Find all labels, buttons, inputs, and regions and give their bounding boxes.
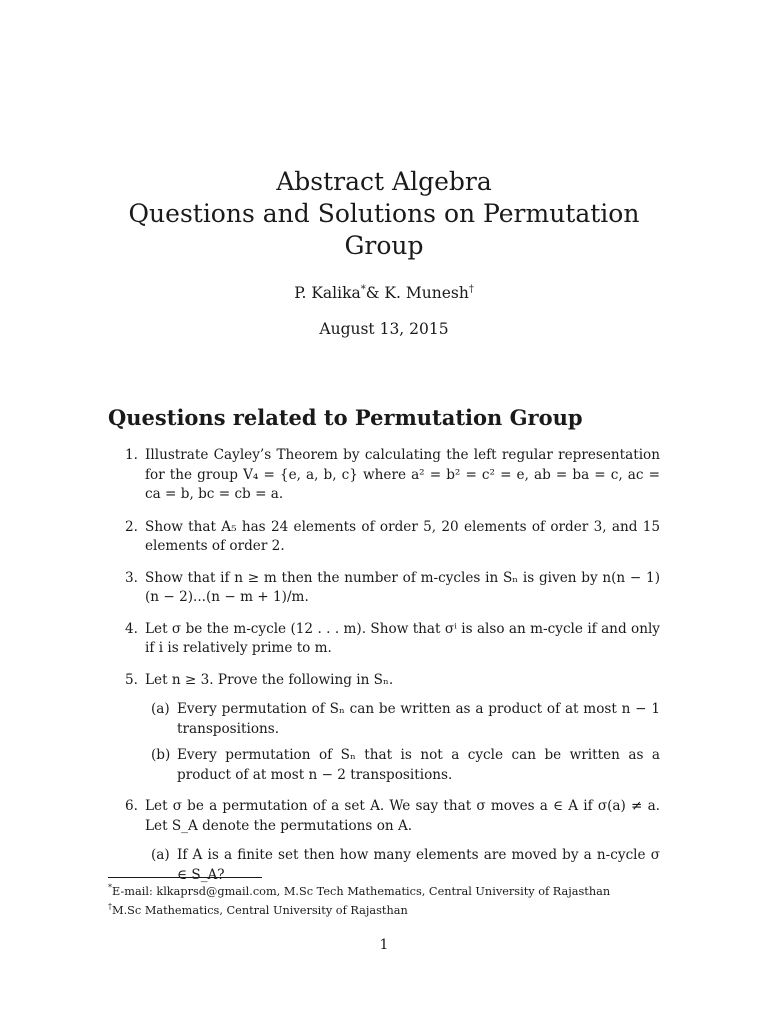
subquestion-label: (a) bbox=[151, 847, 170, 863]
question-item bbox=[108, 518, 660, 557]
question-number: 1. bbox=[125, 447, 138, 463]
question-number: 4. bbox=[125, 620, 138, 637]
question-text: Let σ be a permutation of a set A. We say that σ moves a ∈ A if σ(a) ≠ a. Let S_A denote the permutations on A. bbox=[145, 798, 660, 834]
question-item bbox=[108, 671, 660, 786]
title-line: Group bbox=[344, 231, 424, 260]
subquestion-item bbox=[145, 700, 660, 739]
question-number: 5. bbox=[125, 671, 138, 688]
footnote-divider bbox=[108, 877, 262, 878]
page-number: 1 bbox=[379, 937, 389, 953]
question-text: Illustrate Cayley’s Theorem by calculating the left regular representation for the group V₄ = {e, a, b, c} where a² = b² = c² = e, ab = ba = c, ac = ca = b, bc = cb = a. bbox=[145, 447, 660, 502]
section-heading: Questions related to Permutation Group bbox=[108, 405, 583, 430]
subquestion-text: Every permutation of Sₙ can be written as a product of at most n − 1 transpositions. bbox=[177, 701, 660, 737]
question-number: 3. bbox=[125, 569, 138, 586]
subquestion-label: (a) bbox=[151, 701, 170, 717]
subquestion-label: (b) bbox=[151, 747, 171, 763]
footnote-mark: † bbox=[468, 284, 474, 295]
subquestion-item bbox=[145, 746, 660, 785]
author-first: P. Kalika bbox=[294, 284, 361, 303]
date: August 13, 2015 bbox=[319, 320, 449, 338]
footnotes bbox=[108, 880, 668, 919]
question-item bbox=[108, 446, 660, 505]
question-item bbox=[108, 569, 660, 608]
subquestion-list bbox=[145, 700, 660, 785]
question-text: Show that if n ≥ m then the number of m-cycles in Sₙ is given by n(n − 1)(n − 2)...(n − m + 1)/m. bbox=[145, 569, 660, 605]
question-text: Show that A₅ has 24 elements of order 5, 20 elements of order 3, and 15 elements of order 2. bbox=[145, 518, 660, 554]
footnote-text: E-mail: klkaprsd@gmail.com, M.Sc Tech Mathematics, Central University of Rajasthan bbox=[112, 884, 611, 898]
question-item bbox=[108, 620, 660, 659]
subquestion-text: If A is a finite set then how many elements are moved by a n-cycle σ ∈ S_A? bbox=[177, 847, 660, 883]
question-text: Let σ be the m-cycle (12 . . . m). Show that σⁱ is also an m-cycle if and only if i is relatively prime to m. bbox=[145, 620, 660, 656]
question-list bbox=[108, 446, 660, 892]
footnote-mark: † bbox=[108, 902, 112, 912]
subquestion-text: Every permutation of Sₙ that is not a cycle can be written as a product of at most n − 2 transpositions. bbox=[177, 747, 660, 783]
title-line: Questions and Solutions on Permutation bbox=[128, 199, 640, 228]
author-second: & K. Munesh bbox=[365, 284, 469, 303]
paper-title bbox=[0, 166, 768, 262]
question-text: Let n ≥ 3. Prove the following in Sₙ. bbox=[145, 671, 394, 688]
footnote bbox=[108, 880, 668, 899]
title-line: Abstract Algebra bbox=[276, 167, 492, 196]
footnote-mark: * bbox=[360, 284, 366, 295]
question-number: 6. bbox=[125, 798, 138, 814]
authors bbox=[0, 284, 768, 302]
footnote-mark: * bbox=[108, 883, 112, 892]
question-number: 2. bbox=[125, 518, 138, 535]
footnote bbox=[108, 899, 668, 918]
question-item bbox=[108, 797, 660, 885]
footnote-text: M.Sc Mathematics, Central University of Rajasthan bbox=[112, 904, 408, 918]
